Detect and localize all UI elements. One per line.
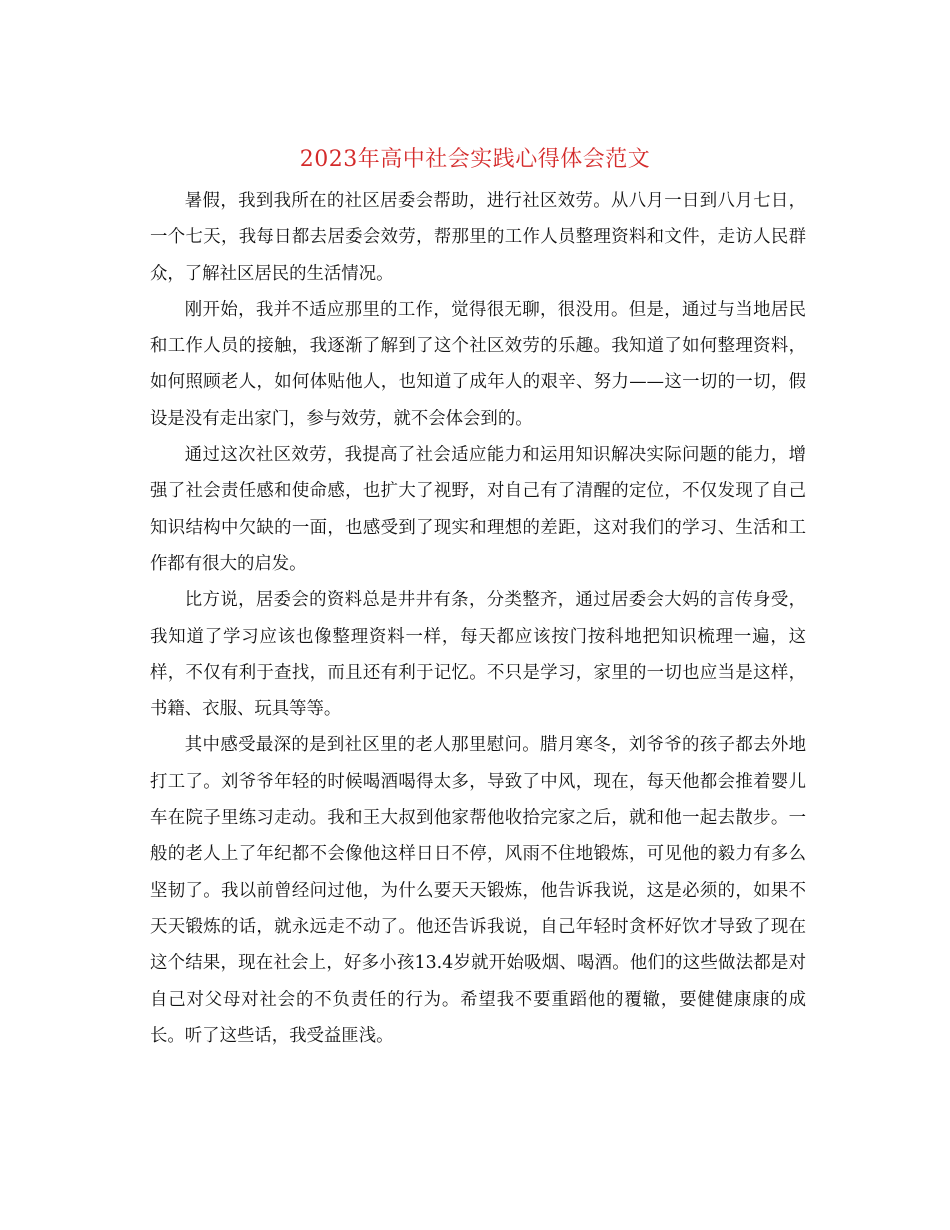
paragraph-4: 比方说，居委会的资料总是井井有条，分类整齐，通过居委会大妈的言传身受，我知道了学习应该也像整理资料一样，每天都应该按门按科地把知识梳理一遍，这样，不仅有利于查找，而且还有利于记忆。不只是学习，家里的一切也应当是这样，书籍、衣服、玩具等等。 xyxy=(150,590,806,720)
paragraph-5: 其中感受最深的是到社区里的老人那里慰问。腊月寒冬，刘爷爷的孩子都去外地打工了。刘爷爷年轻的时候喝酒喝得太多，导致了中风，现在，每天他都会推着婴儿车在院子里练习走动。我和王大叔到他家帮他收拾完家之后，就和他一起去散步。一般的老人上了年纪都不会像他这样日日不停，风雨不住地锻炼，可见他的毅力有多么坚韧了。我以前曾经问过他，为什么要天天锻炼，他告诉我说，这是必须的，如果不天天锻炼的话，就永远走不动了。他还告诉我说，自己年轻时贪杯好饮才导致了现在这个结果，现在社会上，好多小孩13.4岁就开始吸烟、喝酒。他们的这些做法都是对自己对父母对社会的不负责任的行为。希望我不要重蹈他的覆辙，要健健康康的成长。听了这些话，我受益匪浅。 xyxy=(150,735,806,1046)
paragraph-3: 通过这次社区效劳，我提高了社会适应能力和运用知识解决实际问题的能力，增强了社会责任感和使命感，也扩大了视野，对自己有了清醒的定位，不仅发现了自己知识结构中欠缺的一面，也感受到了现实和理想的差距，这对我们的学习、生活和工作都有很大的启发。 xyxy=(150,445,806,574)
page-title: 2023年高中社会实践心得体会范文 xyxy=(299,147,651,172)
paragraph-2: 刚开始，我并不适应那里的工作，觉得很无聊，很没用。但是，通过与当地居民和工作人员的接触，我逐渐了解到了这个社区效劳的乐趣。我知道了如何整理资料，如何照顾老人，如何体贴他人，也知道了成年人的艰辛、努力——这一切的一切，假设是没有走出家门，参与效劳，就不会体会到的。 xyxy=(150,299,806,429)
document-body xyxy=(150,183,806,1054)
paragraph-1: 暑假，我到我所在的社区居委会帮助，进行社区效劳。从八月一日到八月七日，一个七天，我每日都去居委会效劳，帮那里的工作人员整理资料和文件，走访人民群众，了解社区居民的生活情况。 xyxy=(150,191,806,284)
